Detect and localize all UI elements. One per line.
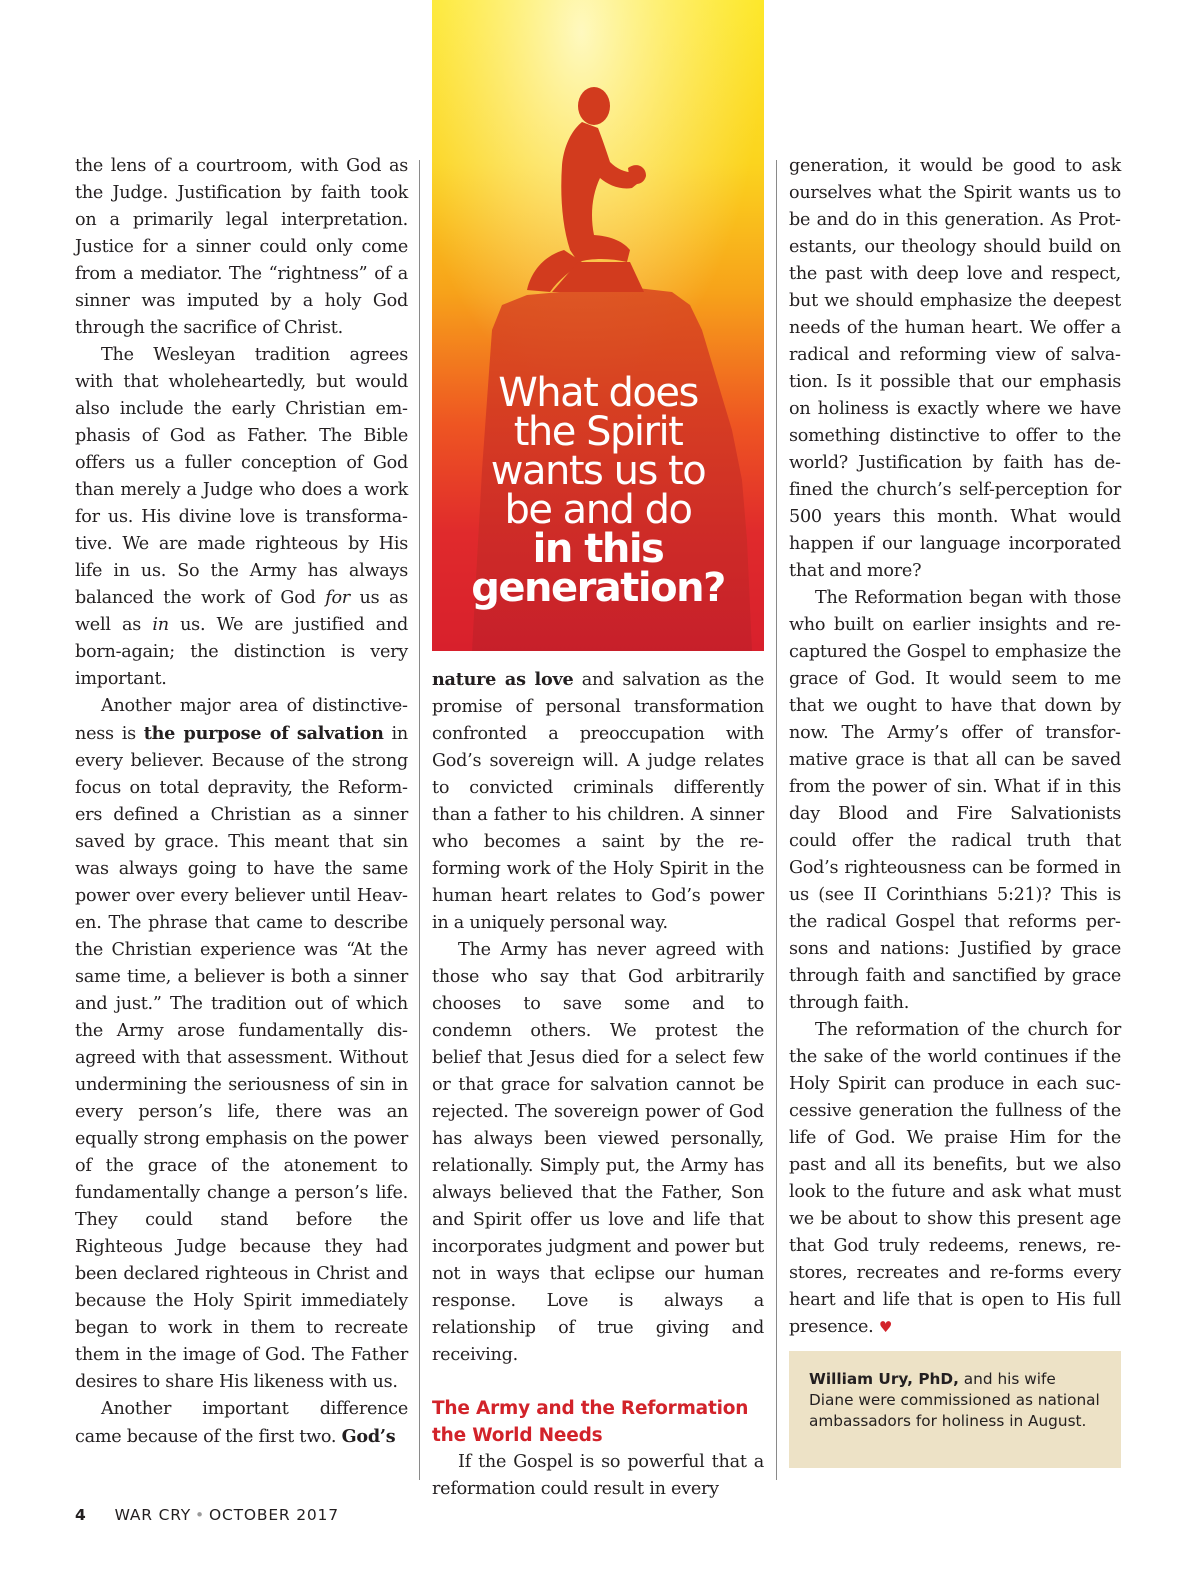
- publication-name: WAR CRY: [114, 1506, 192, 1524]
- author-bio-text: and his wife Diane were commissioned as national ambassadors for holiness in August.: [809, 1370, 1100, 1430]
- pull-quote: [432, 370, 764, 611]
- article-column-1: [75, 153, 408, 1451]
- hero-image: [432, 0, 764, 651]
- paragraph: If the Gospel is so powerful that a reformation could result in every: [432, 1452, 764, 1499]
- shield-end-icon: ♥: [878, 1318, 893, 1336]
- paragraph: the lens of a courtroom, with God as the Judge. Justification by faith took on a primarily legal interpretation. Justice for a sinner could only come from a mediator. The “rightness” of a sinner was imputed by a holy God through the sacrifice of Christ.: [75, 156, 408, 338]
- paragraph: nature as love and salvation as the promise of personal transformation confronted a preoccupation with God’s sovereign will. A judge relates to convicted criminals differently than a father to his children. A sinner who becomes a saint by the reforming work of the Holy Spirit in the human heart relates to God’s power in a uniquely personal way.: [432, 669, 764, 933]
- column-divider: [776, 160, 777, 1480]
- section-heading: The Army and the Reformation the World Needs: [432, 1398, 749, 1446]
- article-column-3: [789, 153, 1121, 1341]
- page-number: 4: [75, 1506, 87, 1524]
- pull-quote-line: the Spirit: [513, 409, 683, 455]
- pull-quote-line: be and do: [504, 487, 692, 533]
- paragraph: Another major area of distinctiveness is the purpose of salvation in every believer. Because of the strong focus on total depravity, the Reformers defined a Christian as a sinner saved by grace. This meant that sin was always going to have the same power over every believer until Heaven. The phrase that came to describe the Christian experience was “At the same time, a believer is both a sinner and just.” The tradition out of which the Army arose fundamentally disagreed with that assessment. Without undermining the seriousness of sin in every person’s life, there was an equally strong emphasis on the power of the grace of the atonement to fundamentally change a person’s life. They could stand before the Righteous Judge because they had been declared righteous in Christ and because the Holy Spirit immediately began to work in them to recreate them in the image of God. The Father desires to share His likeness with us.: [75, 696, 408, 1392]
- pull-quote-line: in this: [532, 526, 664, 572]
- pull-quote-line: What does: [498, 370, 698, 416]
- paragraph: The Reformation began with those who built on earlier insights and recaptured the Gospel to emphasize the grace of God. It would seem to me that we ought to have that down by now. The Army’s offer of transformative grace is that all can be saved from the power of sin. What if in this day Blood and Fire Salvationists could offer the radical truth that God’s righteousness can be formed in us (see II Corinthians 5:21)? This is the radical Gospel that reforms persons and nations: Justified by grace through faith and sanctified by grace through faith.: [789, 588, 1121, 1013]
- page-footer: [75, 1506, 339, 1524]
- paragraph: Another important difference came because of the first two. God’s: [75, 1399, 408, 1447]
- author-bio: [789, 1351, 1121, 1468]
- footer-separator: •: [195, 1506, 205, 1524]
- paragraph: The Army has never agreed with those who say that God arbitrarily chooses to save some and to condemn others. We protest the belief that Jesus died for a select few or that grace for salvation cannot be rejected. The sovereign power of God has always been viewed personally, relationally. Simply put, the Army has always believed that the Father, Son and Spirit offer us love and life that incorporates judgment and power but not in ways that eclipse our human response. Love is always a relationship of true giving and receiving.: [432, 940, 764, 1365]
- article-column-2: [432, 666, 764, 1503]
- author-name: William Ury, PhD,: [809, 1370, 959, 1388]
- paragraph: The reformation of the church for the sake of the world continues if the Holy Spirit can produce in each successive generation the fullness of the life of God. We praise Him for the past and all its benefits, but we also look to the future and ask what must we be about to show this present age that God truly redeems, renews, restores, recreates and re-forms every heart and life that is open to His full presence. ♥: [789, 1020, 1121, 1337]
- issue-date: OCTOBER 2017: [209, 1506, 339, 1524]
- column-divider: [419, 160, 420, 1480]
- pull-quote-line: generation?: [471, 565, 725, 611]
- paragraph: The Wesleyan tradition agrees with that wholeheartedly, but would also include the early Christian emphasis of God as Father. The Bible offers us a fuller conception of God than merely a Judge who does a work for us. His divine love is transformative. We are made righteous by His life in us. So the Army has always balanced the work of God for us as well as in us. We are justified and born-again; the distinction is very important.: [75, 345, 408, 689]
- pull-quote-line: wants us to: [490, 448, 706, 494]
- paragraph: generation, it would be good to ask ourselves what the Spirit wants us to be and do in this generation. As Protestants, our theology should build on the past with deep love and respect, but we should emphasize the deepest needs of the human heart. We offer a radical and reforming view of salvation. Is it possible that our emphasis on holiness is exactly where we have something distinctive to offer to the world? Justification by faith has defined the church’s self-perception for 500 years this month. What would happen if our language incorporated that and more?: [789, 156, 1121, 581]
